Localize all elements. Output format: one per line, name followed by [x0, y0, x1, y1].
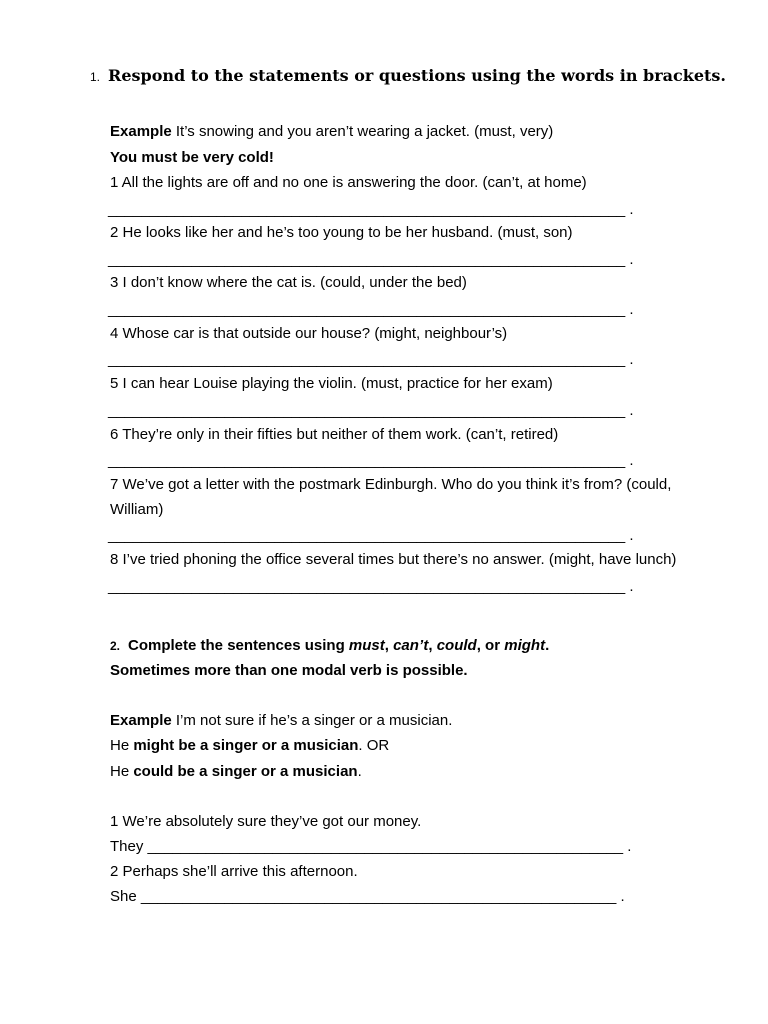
- section-2-title-start: Complete the sentences using: [128, 637, 349, 654]
- item-4-prompt: 4 Whose car is that outside our house? (might, neighbour’s): [110, 325, 508, 342]
- section-2-item-1-answer: [110, 837, 631, 857]
- item-7-prompt: 7 We’ve got a letter with the postmark Edinburgh. Who do you think it’s from? (could,: [110, 476, 672, 493]
- section-2-item-2-prompt: 2 Perhaps she’ll arrive this afternoon.: [110, 863, 358, 880]
- answer-2-suffix: .: [357, 763, 362, 780]
- section-2-comma-2: ,: [428, 637, 437, 654]
- item-6-answer-blank[interactable]: ______________________________________________________________ .: [108, 452, 634, 469]
- item-8-prompt: 8 I’ve tried phoning the office several times but there’s no answer. (might, have lunch): [110, 551, 677, 568]
- section-2-item-1-prompt: 1 We’re absolutely sure they’ve got our money.: [110, 813, 422, 830]
- answer-1-bold: might be a singer or a musician: [133, 737, 359, 754]
- item-5-answer-blank[interactable]: ______________________________________________________________ .: [108, 402, 634, 419]
- modal-might: might: [504, 637, 546, 654]
- item-6-prompt: 6 They’re only in their fifties but neither of them work. (can’t, retired): [110, 426, 559, 443]
- answer-1-suffix: . OR: [358, 737, 390, 754]
- section-2-number: 2.: [110, 639, 121, 653]
- item-4-answer-blank[interactable]: ______________________________________________________________ .: [108, 351, 634, 368]
- section-2-example: [110, 711, 452, 731]
- answer-2-prefix: He: [110, 763, 134, 780]
- modal-must: must: [348, 637, 385, 654]
- section-2-example-text: I’m not sure if he’s a singer or a musician.: [175, 712, 453, 729]
- section-1-title: Respond to the statements or questions using the words in brackets.: [108, 66, 726, 85]
- section-2-example-answer-1: [110, 736, 389, 756]
- section-2-example-answer-2: [110, 762, 362, 782]
- item-7-prompt-cont: William): [110, 501, 164, 518]
- section-2-subtitle: Sometimes more than one modal verb is possible.: [110, 662, 468, 679]
- section-1-heading: [90, 66, 726, 85]
- modal-could: could: [436, 637, 477, 654]
- section-2-comma-1: ,: [384, 637, 394, 654]
- item-5-prompt: 5 I can hear Louise playing the violin. (must, practice for her exam): [110, 375, 553, 392]
- item-3-prompt: 3 I don’t know where the cat is. (could, under the bed): [110, 274, 467, 291]
- section-2-item-1-subject: They: [110, 838, 144, 855]
- example-label: Example: [110, 123, 172, 140]
- section-2-example-label: Example: [110, 712, 172, 729]
- example-text: It’s snowing and you aren’t wearing a jacket. (must, very): [175, 123, 554, 140]
- section-2-item-2-answer: [110, 887, 625, 907]
- modal-cant: can’t: [393, 637, 429, 654]
- section-2-item-1-blank[interactable]: _________________________________________________________ .: [147, 838, 632, 855]
- item-1-prompt: 1 All the lights are off and no one is answering the door. (can’t, at home): [110, 174, 587, 191]
- item-2-answer-blank[interactable]: ______________________________________________________________ .: [108, 251, 634, 268]
- answer-1-prefix: He: [110, 737, 134, 754]
- section-1-number: 1.: [90, 70, 101, 84]
- item-3-answer-blank[interactable]: ______________________________________________________________ .: [108, 301, 634, 318]
- section-2-period: .: [545, 637, 550, 654]
- item-2-prompt: 2 He looks like her and he’s too young to be her husband. (must, son): [110, 224, 573, 241]
- section-2-item-2-subject: She: [110, 888, 137, 905]
- item-8-answer-blank[interactable]: ______________________________________________________________ .: [108, 578, 634, 595]
- section-2-heading: [110, 636, 549, 656]
- section-2-or: , or: [476, 637, 505, 654]
- example-answer: You must be very cold!: [110, 149, 274, 166]
- section-1-example: [110, 122, 553, 142]
- section-2-item-2-blank[interactable]: _________________________________________________________ .: [140, 888, 625, 905]
- answer-2-bold: could be a singer or a musician: [133, 763, 358, 780]
- item-1-answer-blank[interactable]: ______________________________________________________________ .: [108, 201, 634, 218]
- item-7-answer-blank[interactable]: ______________________________________________________________ .: [108, 527, 634, 544]
